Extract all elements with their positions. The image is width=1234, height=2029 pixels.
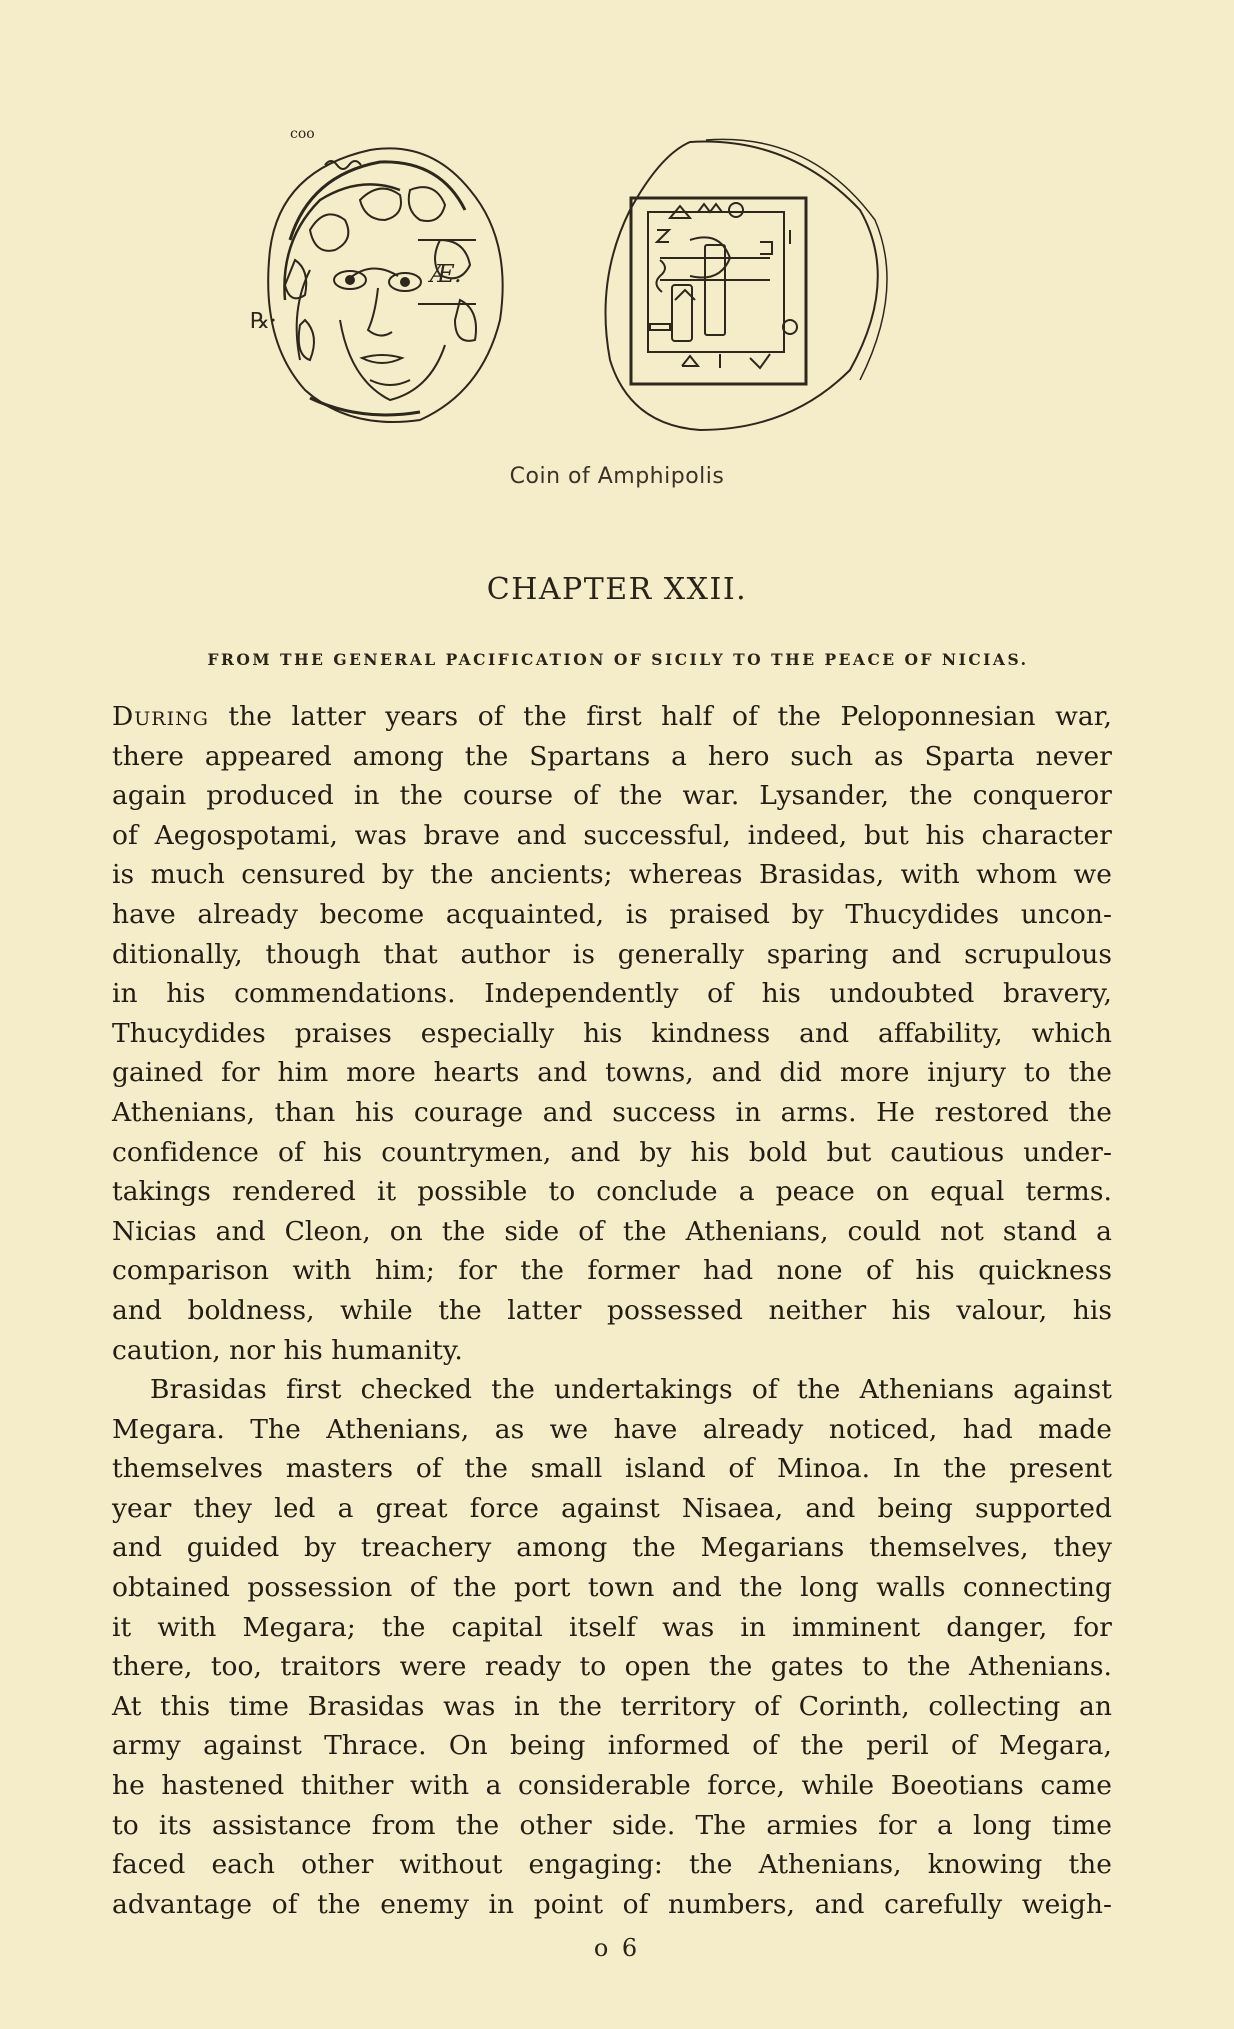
text-line: Megara. The Athenians, as we have already noticed, had made <box>112 1413 1112 1445</box>
text-line: advantage of the enemy in point of numbers, and carefully weigh- <box>112 1888 1112 1920</box>
chapter-title: CHAPTER XXII. <box>486 572 748 607</box>
text-line: themselves masters of the small island of Minoa. In the present <box>112 1453 1112 1485</box>
figure-caption: Coin of Amphipolis <box>509 464 725 489</box>
text-line: takings rendered it possible to conclude a peace on equal terms. <box>112 1176 1112 1208</box>
text-line: faced each other without engaging: the Athenians, knowing the <box>112 1849 1112 1881</box>
text-line: and guided by treachery among the Megarians themselves, they <box>112 1532 1112 1564</box>
text-line: again produced in the course of the war. Lysander, the conqueror <box>112 780 1112 812</box>
text-line: he hastened thither with a considerable force, while Boeotians came <box>112 1770 1112 1802</box>
text-line: Nicias and Cleon, on the side of the Athenians, could not stand a <box>112 1215 1112 1247</box>
obverse-mark: ℞· <box>250 309 277 334</box>
text-line: army against Thrace. On being informed of the peril of Megara, <box>112 1730 1112 1762</box>
text-line: Thucydides praises especially his kindness and affability, which <box>112 1017 1112 1049</box>
coin-illustration <box>250 130 940 450</box>
text-line: year they led a great force against Nisaea, and being supported <box>112 1492 1112 1524</box>
text-line: there, too, traitors were ready to open the gates to the Athenians. <box>112 1651 1112 1683</box>
chapter-subtitle: FROM THE GENERAL PACIFICATION OF SICILY TO THE PEACE OF NICIAS. <box>207 650 1029 669</box>
text-line: obtained possession of the port town and the long walls connecting <box>112 1572 1112 1604</box>
text-line: in his commendations. Independently of his undoubted bravery, <box>112 978 1112 1010</box>
opening-word: During <box>112 701 209 732</box>
text-line: it with Megara; the capital itself was in imminent danger, for <box>112 1611 1112 1643</box>
text-line <box>112 697 1112 737</box>
signature-mark: o 6 <box>593 1934 641 1962</box>
text-line: Athenians, than his courage and success in arms. He restored the <box>112 1096 1112 1128</box>
text-line: to its assistance from the other side. The armies for a long time <box>112 1809 1112 1841</box>
text-line: ditionally, though that author is generally sparing and scrupulous <box>112 938 1112 970</box>
text-line: gained for him more hearts and towns, and did more injury to the <box>112 1057 1112 1089</box>
obverse-legend: coo <box>290 130 315 142</box>
text-line: is much censured by the ancients; whereas Brasidas, with whom we <box>112 859 1112 891</box>
metal-label: Æ. <box>430 260 462 288</box>
text-line: have already become acquainted, is praised by Thucydides uncon- <box>112 898 1112 930</box>
text-line: comparison with him; for the former had none of his quickness <box>112 1255 1112 1287</box>
text-line: confidence of his countrymen, and by his bold but cautious under- <box>112 1136 1112 1168</box>
coin-obverse <box>268 148 502 422</box>
body-text <box>112 697 1112 1924</box>
text-line: Brasidas first checked the undertakings of the Athenians against <box>150 1374 1112 1406</box>
text-line: of Aegospotami, was brave and successful, indeed, but his character <box>112 819 1112 851</box>
text-line: there appeared among the Spartans a hero such as Sparta never <box>112 740 1112 772</box>
coin-reverse <box>606 139 888 430</box>
text-line: At this time Brasidas was in the territory of Corinth, collecting an <box>112 1690 1112 1722</box>
text-line: and boldness, while the latter possessed neither his valour, his <box>112 1294 1112 1326</box>
first-line-rest: the latter years of the first half of the Peloponnesian war, <box>208 701 1112 732</box>
text-line: caution, nor his humanity. <box>112 1334 463 1366</box>
